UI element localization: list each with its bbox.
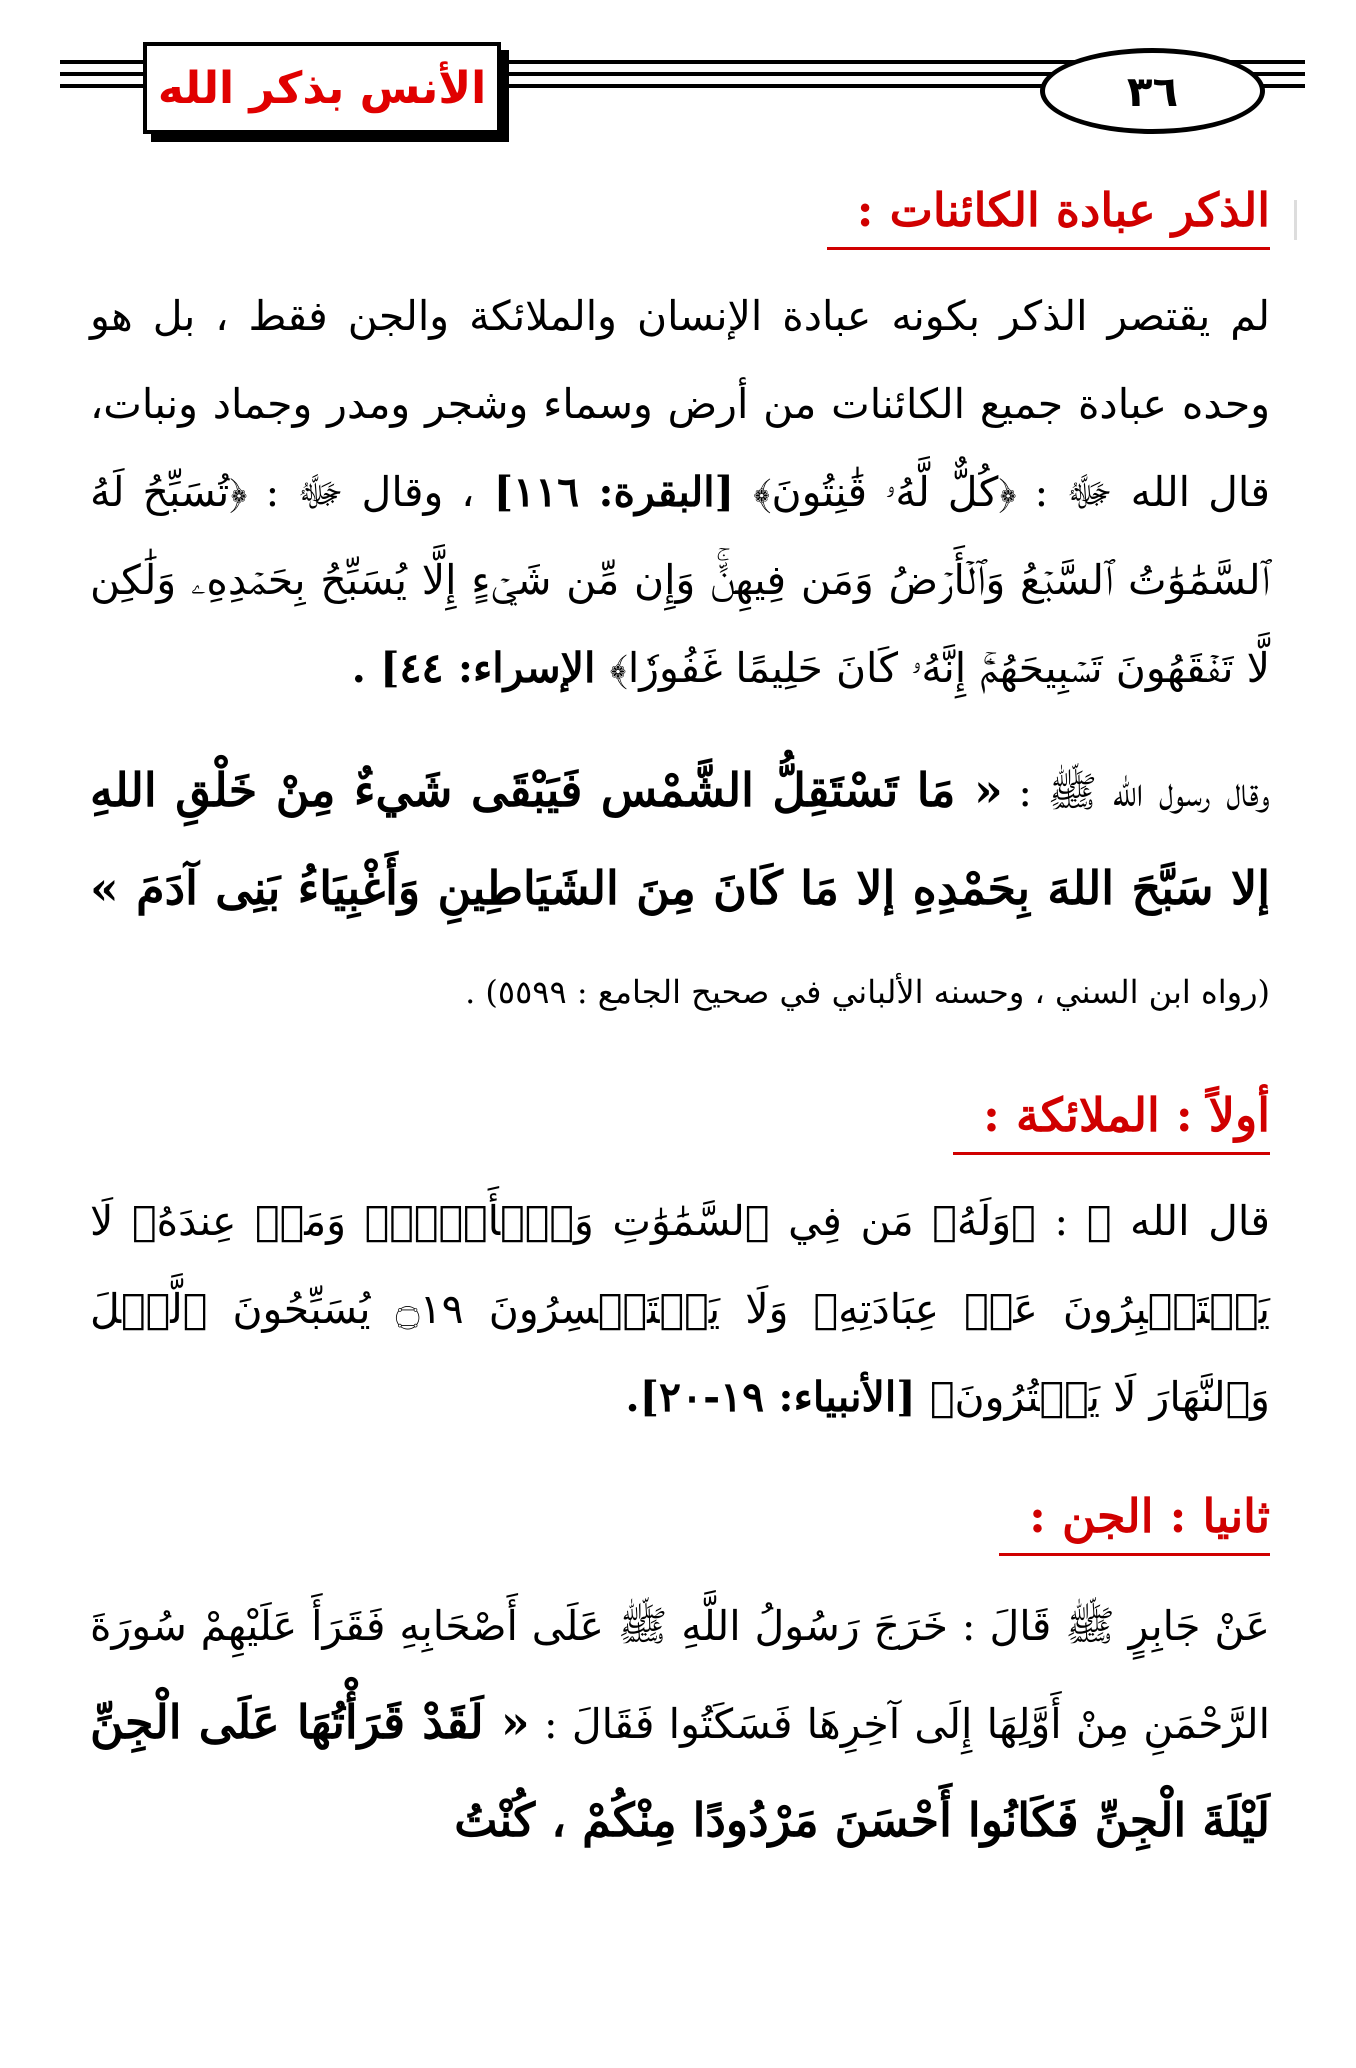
book-title: الأنس بذكر الله (157, 62, 487, 114)
verse-reference: الإسراء: ٤٤] . (351, 644, 610, 692)
paragraph (90, 1578, 1270, 1870)
verse-reference: [الأنبياء: ١٩-٢٠]. (625, 1373, 930, 1421)
page-header (0, 0, 1356, 150)
page-body (90, 165, 1270, 1900)
hadith-text: « لَقَدْ قَرَأْتُهَا عَلَى الْجِنِّ لَيْلَةَ الْجِنِّ فَكَانُوا أَحْسَنَ مَرْدُودًا مِنْكُمْ ، كُنْتُ (90, 1695, 1270, 1847)
hadith-source: (رواه ابن السني ، وحسنه الألباني في صحيح الجامع : ٥٥٩٩) . (465, 973, 1270, 1011)
section-heading: ثانيا : الجن : (999, 1489, 1270, 1556)
section-heading: الذكر عبادة الكائنات : (827, 183, 1270, 250)
body-text: ، وقال ﷻ : (247, 468, 475, 516)
page-number-oval (1040, 48, 1265, 134)
paragraph (90, 742, 1270, 1040)
section-heading: أولاً : الملائكة : (953, 1088, 1270, 1155)
quran-verse: ﴿كُلٌّ لَّهُۥ قَٰنِتُونَ﴾ (753, 468, 1017, 516)
quran-verse: ﴿وَلَهُۥ مَن فِي ٱلسَّمَٰوَٰتِ وَٱلۡأَرۡضِۚ وَمَنۡ عِندَهُۥ لَا يَسۡتَكۡبِرُونَ عَنۡ عِبَادَتِهِۦ وَلَا يَسۡتَحۡسِرُونَ ۝١٩ يُسَبِّحُونَ ٱلَّيۡلَ وَٱلنَّهَارَ لَا يَفۡتُرُونَ﴾ (90, 1197, 1270, 1421)
paragraph (90, 1177, 1270, 1441)
page-number: ٣٦ (1126, 66, 1179, 116)
paragraph (90, 272, 1270, 712)
hadith-text: « مَا تَسْتَقِلُّ الشَّمْس فَيَبْقَى شَيءٌ مِنْ خَلْقِ اللهِ إلا سَبَّحَ اللهَ بِحَمْدِهِ إلا مَا كَانَ مِنَ الشَيَاطِينِ وَأَغْبِيَاءُ بَنِى آدَمَ » (90, 763, 1270, 915)
body-text: عَنْ جَابِرٍ ﷺ قَالَ : خَرَجَ رَسُولُ اللَّهِ ﷺ عَلَى أَصْحَابِهِ فَقَرَأَ عَلَيْهِمْ سُورَةَ الرَّحْمَنِ مِنْ أَوَّلِهَا إِلَى آخِرِهَا فَسَكَتُوا فَقَالَ : (90, 1602, 1270, 1748)
body-text: لم يقتصر الذكر بكونه عبادة الإنسان والملائكة والجن فقط ، بل هو وحده عبادة جميع الكائنات من أرض وسماء وشجر ومدر وجماد ونبات، قال الله ﷻ : (90, 292, 1270, 516)
section-heading-wrap (90, 1471, 1270, 1578)
section-heading-wrap (90, 165, 1270, 272)
verse-reference: [البقرة: ١١٦] (474, 468, 754, 516)
body-text: وقال رسول الله ﷺ : (1002, 768, 1270, 816)
section-heading-wrap (90, 1070, 1270, 1177)
quran-verse: ﴿تُسَبِّحُ لَهُ ٱلسَّمَٰوَٰتُ ٱلسَّبۡعُ وَٱلۡأَرۡضُ وَمَن فِيهِنَّۚ وَإِن مِّن شَيۡءٍ إِلَّا يُسَبِّحُ بِحَمۡدِهِۦ وَلَٰكِن لَّا تَفۡقَهُونَ تَسۡبِيحَهُمۡۚ إِنَّهُۥ كَانَ حَلِيمًا غَفُورٗا﴾ (90, 468, 1270, 692)
body-text: قال الله ﷻ : (1035, 1197, 1270, 1245)
margin-mark (1294, 200, 1297, 240)
book-title-box (143, 42, 501, 134)
